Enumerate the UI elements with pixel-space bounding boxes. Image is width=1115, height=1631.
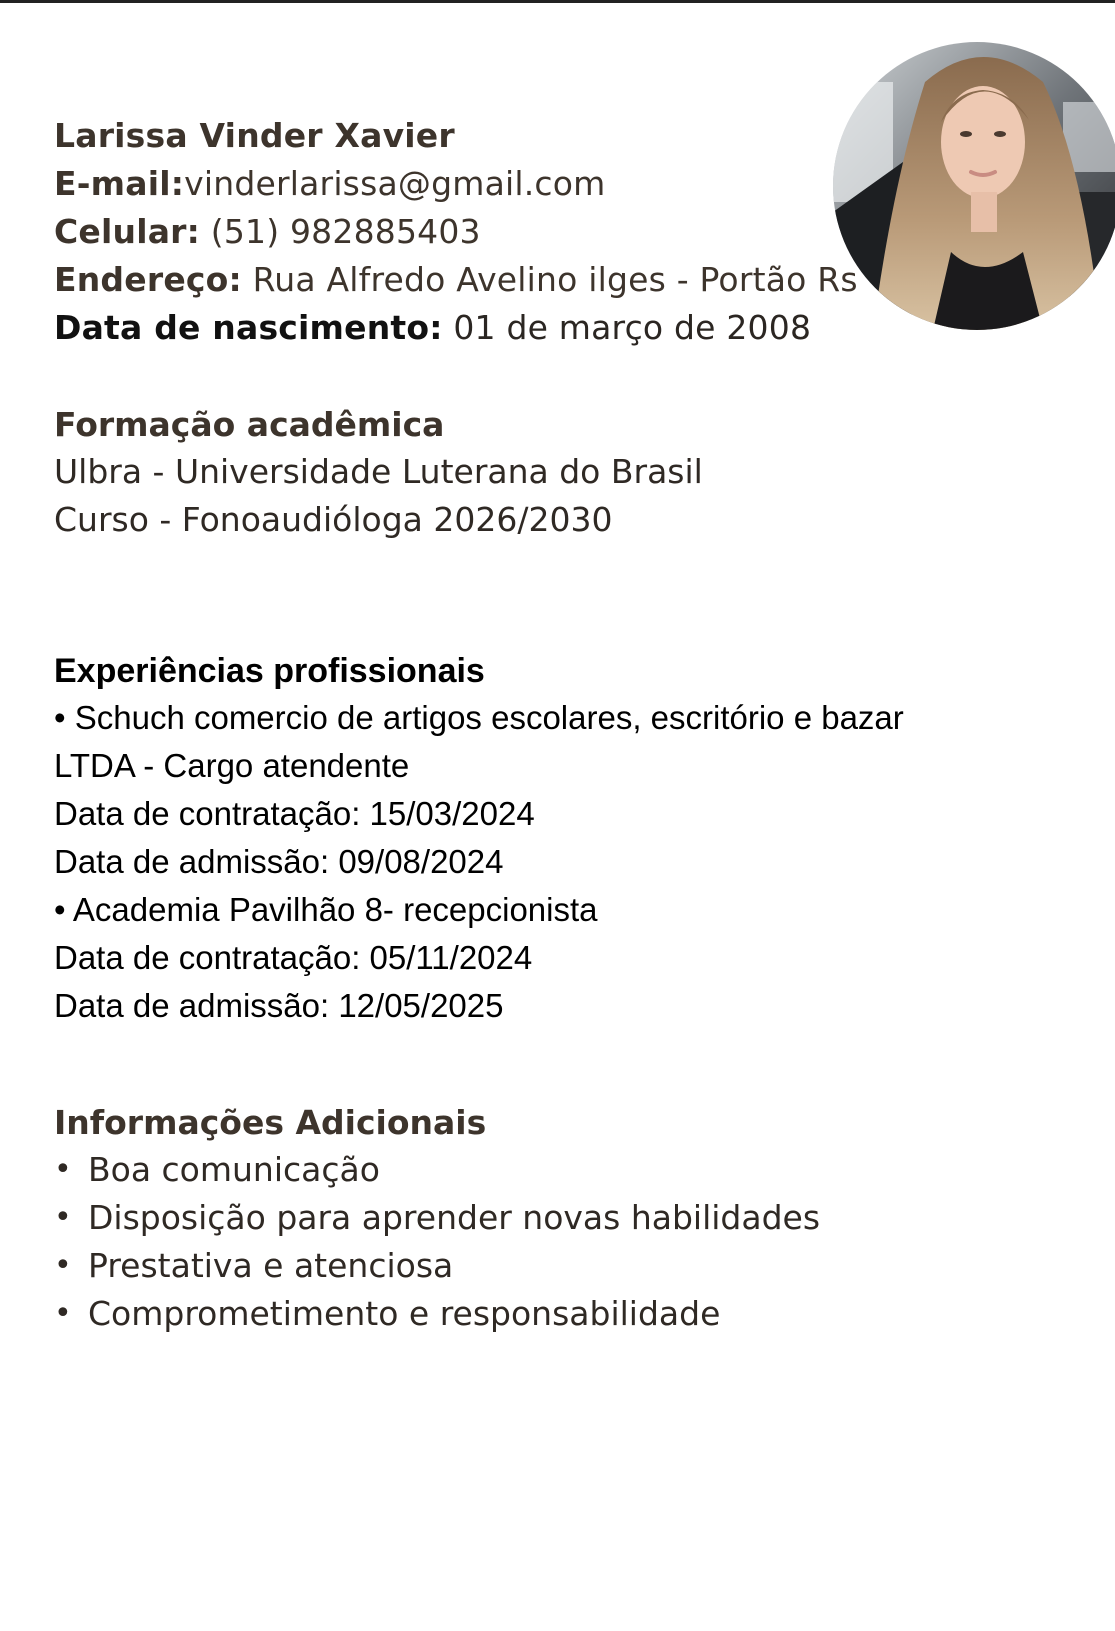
phone-line [54,208,858,256]
education-section [54,402,703,544]
experience-line: Data de contratação: 15/03/2024 [54,795,535,832]
list-item [54,1194,820,1242]
phone-value: (51) 982885403 [200,212,481,251]
birth-label: Data de nascimento: [54,308,443,347]
email-value: vinderlarissa@gmail.com [184,164,606,203]
candidate-name: Larissa Vinder Xavier [54,116,455,155]
bullet-icon: • [54,1296,72,1331]
list-item-text: Boa comunicação [88,1150,380,1189]
top-border-line [0,0,1115,3]
birth-line [54,304,858,352]
email-line [54,160,858,208]
profile-photo [833,42,1115,330]
list-item [54,1146,820,1194]
address-value: Rua Alfredo Avelino ilges - Portão Rs [241,260,858,299]
experience-line: • Academia Pavilhão 8- recepcionista [54,891,598,928]
experience-title: Experiências profissionais [54,652,485,690]
list-item-text: Disposição para aprender novas habilidades [88,1198,821,1237]
email-label: E-mail: [54,164,185,203]
birth-value: 01 de março de 2008 [442,308,812,347]
bullet-icon: • [54,1200,72,1235]
education-line: Curso - Fonoaudióloga 2026/2030 [54,500,613,539]
list-item [54,1290,820,1338]
bullet-icon: • [54,1248,72,1283]
phone-label: Celular: [54,212,201,251]
education-title: Formação acadêmica [54,405,445,444]
list-item-text: Prestativa e atenciosa [88,1246,454,1285]
experience-line: • Schuch comercio de artigos escolares, escritório e bazar [54,699,904,736]
list-item [54,1242,820,1290]
experience-line: Data de admissão: 12/05/2025 [54,987,504,1024]
experience-section [54,648,904,1030]
additional-info-title: Informações Adicionais [54,1103,487,1142]
list-item-text: Comprometimento e responsabilidade [88,1294,721,1333]
address-label: Endereço: [54,260,242,299]
additional-info-section [54,1100,820,1338]
profile-photo-illustration [833,42,1115,330]
experience-line: Data de contratação: 05/11/2024 [54,939,533,976]
experience-line: Data de admissão: 09/08/2024 [54,843,504,880]
experience-line: LTDA - Cargo atendente [54,747,410,784]
address-line [54,256,858,304]
bullet-icon: • [54,1152,72,1187]
contact-info [54,112,858,352]
education-line: Ulbra - Universidade Luterana do Brasil [54,452,703,491]
